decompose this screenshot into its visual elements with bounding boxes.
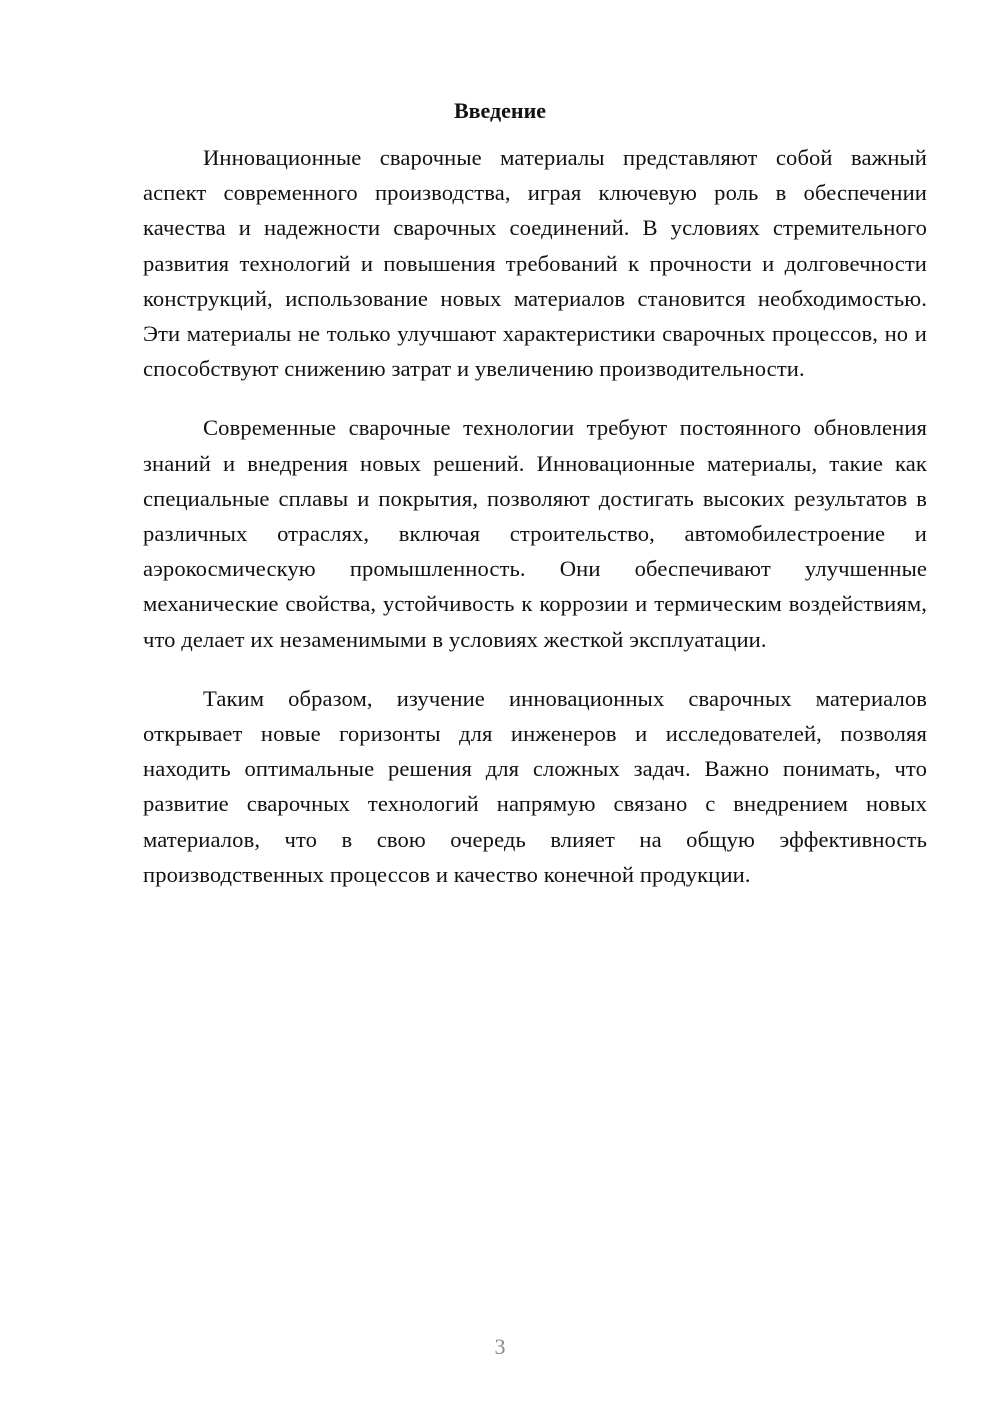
page-number: 3	[494, 1334, 506, 1359]
paragraph-1: Инновационные сварочные материалы представляют собой важный аспект современного производства, играя ключевую роль в обеспечении качества и надежности сварочных соединений. В условиях стремительного развития технологий и повышения требований к прочности и долговечности конструкций, использование новых материалов становится необходимостью. Эти материалы не только улучшают характеристики сварочных процессов, но и способствуют снижению затрат и увеличению производительности.	[143, 145, 927, 382]
paragraph-2: Современные сварочные технологии требуют постоянного обновления знаний и внедрения новых решений. Инновационные материалы, такие как специальные сплавы и покрытия, позволяют достигать высоких результатов в различных отраслях, включая строительство, автомобилестроение и аэрокосмическую промышленность. Они обеспечивают улучшенные механические свойства, устойчивость к коррозии и термическим воздействиям, что делает их незаменимыми в условиях жесткой эксплуатации.	[143, 415, 927, 652]
body-text	[143, 140, 927, 916]
page-title: Введение	[453, 98, 547, 123]
paragraph-3: Таким образом, изучение инновационных сварочных материалов открывает новые горизонты для инженеров и исследователей, позволяя находить оптимальные решения для сложных задач. Важно понимать, что развитие сварочных технологий напрямую связано с внедрением новых материалов, что в свою очередь влияет на общую эффективность производственных процессов и качество конечной продукции.	[143, 685, 927, 887]
